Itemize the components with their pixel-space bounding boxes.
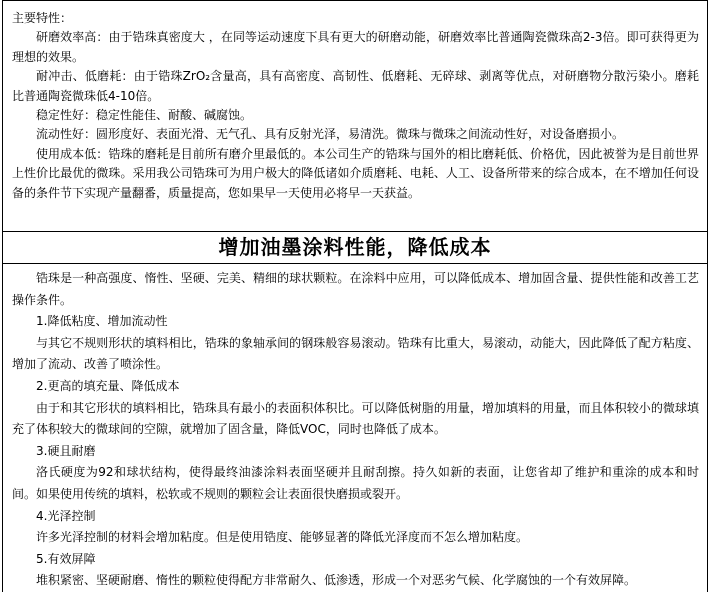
- feature-stability: 稳定性好：稳定性能佳、耐酸、碱腐蚀。: [36, 108, 253, 123]
- feature-impact-resistance: 耐冲击、低磨耗：由于锆珠ZrO₂含量高，具有高密度、高韧性、低磨耗、无碎球、剥离等优点，对研磨物分散污染小。磨耗比普通陶瓷微珠低4-10倍。: [12, 69, 699, 103]
- features-title: 主要特性：: [12, 11, 73, 25]
- para-viscosity: 与其它不规则形状的填料相比，锆珠的象轴承间的钢珠般容易滚动。锆珠有比重大，易滚动，动能大，因此降低了配方粘度、增加了流动、改善了喷涂性。: [12, 335, 699, 372]
- para-barrier: 堆积紧密、坚硬耐磨、惰性的颗粒使得配方非常耐久、低渗透，形成一个对恶劣气候、化学腐蚀的一个有效屏障。: [36, 573, 637, 588]
- feature-efficiency: 研磨效率高：由于锆珠真密度大 ，在同等运动速度下具有更大的研磨动能，研磨效率比普通陶瓷微珠高2-3倍。即可获得更为理想的效果。: [12, 30, 699, 64]
- feature-low-cost: 使用成本低：锆珠的磨耗是目前所有磨介里最低的。本公司生产的锆珠与国外的相比磨耗低、价格优，因此被誉为是目前世界上性价比最优的微珠。采用我公司锆珠可为用户极大的降低诸如介质磨耗、电耗、人工、设备所带来的综合成本，在不增加任何设备的条件节下实现产量翻番，质量提高，您如果早一天使用必将早一天获益。: [12, 146, 699, 200]
- features-section: [3, 1, 707, 232]
- coating-section: [3, 264, 707, 592]
- feature-flowability: 流动性好：圆形度好、表面光滑、无气孔、具有反射光泽，易清洗。微珠与微珠之间流动性好，对设备磨损小。: [36, 127, 625, 142]
- para-hardness: 洛氏硬度为92和球状结构，使得最终油漆涂料表面坚硬并且耐刮擦。持久如新的表面，让您省却了维护和重涂的成本和时间。如果使用传统的填料，松软或不规则的颗粒会让表面很快磨损或裂开。: [12, 465, 699, 501]
- subheading-barrier: 5.有效屏障: [36, 551, 96, 566]
- subheading-hardness: 3.硬且耐磨: [36, 443, 96, 458]
- subheading-viscosity: 1.降低粘度、增加流动性: [36, 314, 168, 329]
- para-gloss: 许多光泽控制的材料会增加粘度。但是使用锆度、能够显著的降低光泽度而不怎么增加粘度。: [36, 530, 529, 545]
- subheading-gloss: 4.光泽控制: [36, 508, 96, 523]
- section-heading: 增加油墨涂料性能，降低成本: [218, 235, 492, 259]
- subheading-filling: 2.更高的填充量、降低成本: [36, 378, 180, 393]
- coating-intro: 锆珠是一种高强度、惰性、坚硬、完美、精细的球状颗粒。在涂料中应用，可以降低成本、增加固含量、提供性能和改善工艺操作条件。: [12, 271, 699, 307]
- para-filling: 由于和其它形状的填料相比，锆珠具有最小的表面积体积比。可以降低树脂的用量，增加填料的用量，而且体积较小的微球填充了体积较大的微球间的空隙，就增加了固含量，降低VOC，同时也降低了成本。: [12, 400, 699, 437]
